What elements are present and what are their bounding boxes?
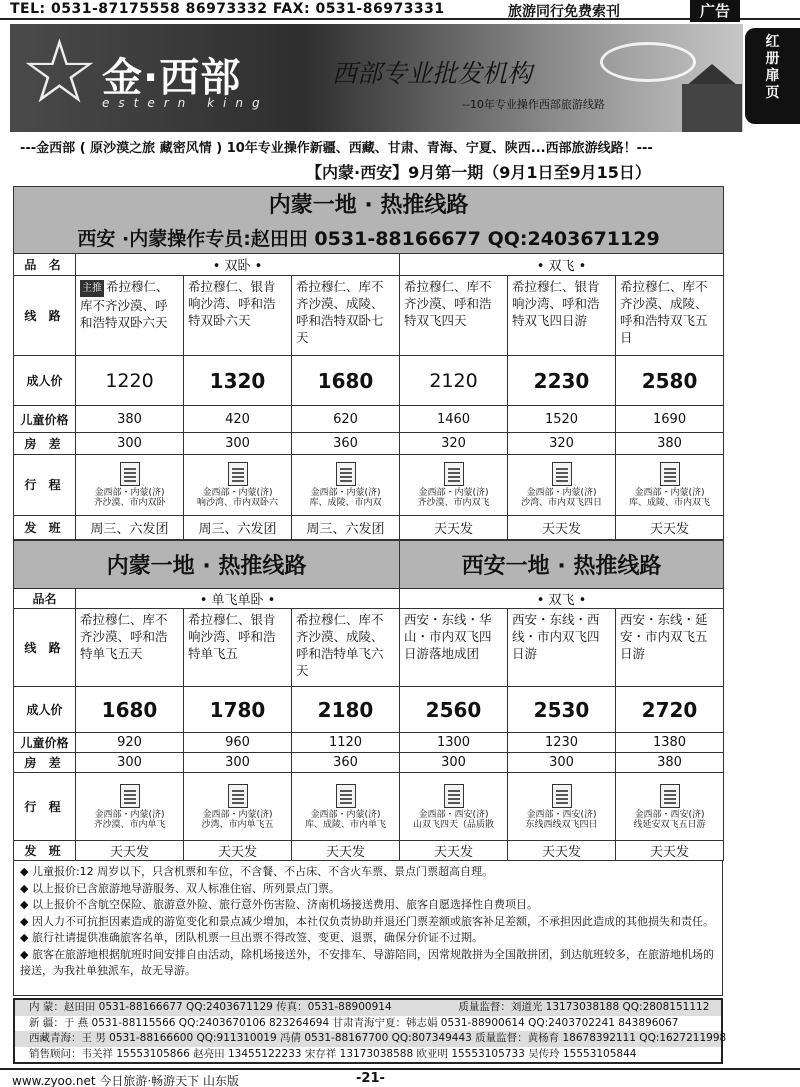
- document-icon[interactable]: [444, 462, 464, 486]
- itinerary-line: 金西部・内蒙(济): [94, 487, 165, 498]
- depart-cell: 天天发: [508, 515, 616, 539]
- itinerary-line: 金西部・内蒙(济): [202, 809, 273, 820]
- itinerary-line: 金西部・内蒙(济): [526, 487, 597, 498]
- row-label-name: 品 名: [14, 254, 76, 276]
- room-diff: 320: [508, 432, 616, 454]
- itinerary-line: 线延安双飞五日游: [633, 819, 706, 830]
- note-item: ◆ 以上报价已含旅游地导游服务、双人标准住宿、所列景点门票。: [20, 881, 716, 898]
- note-item: ◆ 以上报价不含航空保险、旅游意外险、旅行意外伤害险、济南机场接送费用、旅客自愿选择性自费项目。: [20, 897, 716, 914]
- itinerary-line: 东线西线双飞四日: [525, 819, 598, 830]
- itinerary-line: 库、成陵、市内单飞: [304, 819, 386, 830]
- itinerary-cell[interactable]: [184, 454, 292, 515]
- contact-text: 质量监督：刘道光 13173038188 QQ:2808151112: [458, 1001, 710, 1013]
- room-diff: 380: [616, 432, 724, 454]
- depart-cell: 天天发: [400, 515, 508, 539]
- brand-logo-sub: estern king: [102, 96, 269, 110]
- page-number: -21-: [356, 1071, 385, 1086]
- child-price: 1460: [400, 406, 508, 432]
- child-price: 1520: [508, 406, 616, 432]
- document-icon[interactable]: [336, 462, 356, 486]
- note-item: ◆ 因人力不可抗拒因素造成的游览变化和景点减少增加，本社仅负责协助并退还门票差额或旅客补足差额，不承担因此造成的其他损失和责任。: [20, 914, 716, 931]
- room-diff: 300: [184, 432, 292, 454]
- row-label-room: 房 差: [14, 753, 76, 773]
- magazine-text: 旅游同行免费索刊: [508, 4, 620, 20]
- itinerary-line: 齐沙漠、市内单飞: [93, 819, 166, 830]
- itinerary-line: 沙湾、市内单飞五: [201, 819, 274, 830]
- itinerary-line: 齐沙漠、市内双卧: [93, 497, 166, 508]
- intro-line: ---金西部 ( 原沙漠之旅 藏密风情 ) 10年专业操作新疆、西藏、甘肃、青海、宁夏、陕西...西部旅游线路！---: [20, 141, 653, 156]
- group-header: • 双飞 •: [400, 254, 724, 276]
- row-label-itinerary: 行 程: [14, 773, 76, 841]
- room-diff: 300: [76, 753, 184, 773]
- document-icon[interactable]: [120, 784, 140, 808]
- route-cell: 希拉穆仁、银肯响沙湾、呼和浩特单飞五: [184, 609, 292, 687]
- room-diff: 300: [400, 753, 508, 773]
- adult-price: 2720: [616, 687, 724, 733]
- route-cell: 希拉穆仁、库不齐沙漠、成陵、呼和浩特双飞五日: [616, 276, 724, 356]
- itinerary-line: 齐沙漠、市内双飞: [417, 497, 490, 508]
- contact-text: 西藏青海：王 男 0531-88166600 QQ:911310019 冯倩 0531-88167700 QQ:807349443 质量监督：黄杨育 18678392111 QQ:1627211998: [29, 1032, 727, 1044]
- itinerary-cell[interactable]: [508, 454, 616, 515]
- child-price: 420: [184, 406, 292, 432]
- child-price: 380: [76, 406, 184, 432]
- child-price: 1690: [616, 406, 724, 432]
- contact-row: [15, 1016, 721, 1032]
- itinerary-cell[interactable]: [616, 773, 724, 841]
- document-icon[interactable]: [660, 784, 680, 808]
- ad-badge: 广告: [690, 0, 740, 22]
- route-cell: [76, 276, 184, 356]
- room-diff: 360: [292, 753, 400, 773]
- itinerary-line: 金西部・内蒙(济): [418, 487, 489, 498]
- section-title-xian: 西安一地 · 热推线路: [400, 541, 724, 589]
- route-text: 希拉穆仁、库不齐沙漠、呼和浩特双卧六天: [80, 279, 169, 331]
- document-icon[interactable]: [120, 462, 140, 486]
- tel-fax-text: TEL: 0531-87175558 86973332 FAX: 0531-86973331: [10, 1, 445, 17]
- depart-cell: 天天发: [616, 841, 724, 861]
- row-label-route: 线 路: [14, 276, 76, 356]
- child-price: 1230: [508, 733, 616, 753]
- group-header: • 单飞单卧 •: [76, 589, 400, 609]
- footer-site[interactable]: www.zyoo.net 今日旅游·畅游天下 山东版: [12, 1074, 239, 1087]
- itinerary-line: 沙湾、市内双飞四日: [520, 497, 602, 508]
- page-footer: [0, 1068, 800, 1087]
- room-diff: 300: [76, 432, 184, 454]
- note-item: ◆ 旅客在旅游地根据航班时间安排自由活动，除机场接送外，不安排车、导游陪同，因常规散拼为全国散拼团，到达航班较多，在旅游地机场的接送，为我社单独派车，故无导游。: [20, 947, 716, 980]
- adult-price: 2230: [508, 356, 616, 406]
- room-diff: 380: [616, 753, 724, 773]
- adult-price: 1320: [184, 356, 292, 406]
- row-label-depart: 发 班: [14, 841, 76, 861]
- child-price: 1380: [616, 733, 724, 753]
- room-diff: 300: [508, 753, 616, 773]
- itinerary-cell[interactable]: [184, 773, 292, 841]
- route-cell: 希拉穆仁、库不齐沙漠、成陵、呼和浩特单飞六天: [292, 609, 400, 687]
- contact-text: 销售顾问：韦关祥 15553105866 赵亮田 13455122233 宋存祥 13173038588 欧亚明 15553105733 吴传玲 15553105844: [29, 1047, 637, 1060]
- itinerary-line: 库、成陵、市内双: [309, 497, 382, 508]
- mongolia-xian-table: [13, 540, 724, 861]
- room-diff: 300: [184, 753, 292, 773]
- itinerary-line: 库、成陵、市内双飞: [629, 497, 711, 508]
- depart-cell: 周三、六发团: [292, 515, 400, 539]
- adult-price: 1220: [76, 356, 184, 406]
- itinerary-cell[interactable]: [400, 454, 508, 515]
- adult-price: 2580: [616, 356, 724, 406]
- child-price: 1120: [292, 733, 400, 753]
- itinerary-cell[interactable]: [76, 454, 184, 515]
- contact-text: 新 疆：于 燕 0531-88115566 QQ:2403670106 823264694 甘肃青海宁夏：韩志娟 0531-88900614 QQ:2403702241 843896067: [29, 1016, 679, 1029]
- side-tab-char: 扉: [765, 68, 780, 84]
- adult-price: 2120: [400, 356, 508, 406]
- contact-row: [15, 1000, 721, 1016]
- side-tab-char: 册: [765, 51, 780, 67]
- notes-box: [13, 860, 723, 996]
- row-label-room: 房 差: [14, 432, 76, 454]
- route-cell: 希拉穆仁、银肯响沙湾、呼和浩特双卧六天: [184, 276, 292, 356]
- row-label-name: 品名: [14, 589, 76, 609]
- row-label-adult: 成人价: [14, 356, 76, 406]
- brand-banner: [10, 24, 743, 132]
- group-header: • 双卧 •: [76, 254, 400, 276]
- itinerary-line: 响沙湾、市内双卧六: [196, 497, 278, 508]
- tower-roof-icon: [686, 64, 738, 86]
- side-tab-char: 页: [765, 85, 780, 101]
- depart-cell: 周三、六发团: [76, 515, 184, 539]
- row-label-route: 线 路: [14, 609, 76, 687]
- route-cell: 希拉穆仁、库不齐沙漠、呼和浩特单飞五天: [76, 609, 184, 687]
- itinerary-cell[interactable]: [76, 773, 184, 841]
- star-logo-icon: ☆: [20, 24, 99, 123]
- contacts-box: [13, 998, 727, 1064]
- note-item: ◆ 旅行社请提供准确旅客名单，团队机票一旦出票不得改签、变更、退票，确保分价证不过期。: [20, 930, 716, 947]
- itinerary-cell[interactable]: [400, 773, 508, 841]
- depart-cell: 天天发: [616, 515, 724, 539]
- child-price: 960: [184, 733, 292, 753]
- document-icon[interactable]: [336, 784, 356, 808]
- row-label-itinerary: 行 程: [14, 454, 76, 515]
- itinerary-line: 金西部・西安(济): [418, 809, 489, 820]
- group-header: • 双飞 •: [400, 589, 724, 609]
- side-tab-char: 红: [765, 34, 780, 50]
- itinerary-line: 金西部・内蒙(济): [94, 809, 165, 820]
- itinerary-cell[interactable]: [508, 773, 616, 841]
- section-title-mongolia: 内蒙一地 · 热推线路: [14, 541, 400, 589]
- adult-price: 2180: [292, 687, 400, 733]
- route-cell: 希拉穆仁、库不齐沙漠、呼和浩特双飞四天: [400, 276, 508, 356]
- document-icon[interactable]: [228, 462, 248, 486]
- operator-contact: 西安 ·内蒙操作专员:赵田田 0531-88166677 QQ:2403671129: [14, 221, 724, 254]
- brand-years: --10年专业操作西部旅游线路: [462, 98, 605, 111]
- adult-price: 1780: [184, 687, 292, 733]
- route-cell: 西安・东线・西线・市内双飞四日游: [508, 609, 616, 687]
- inner-mongolia-table: [13, 186, 724, 540]
- document-icon[interactable]: [552, 462, 572, 486]
- side-tab: [745, 28, 800, 124]
- adult-price: 1680: [292, 356, 400, 406]
- depart-cell: 周三、六发团: [184, 515, 292, 539]
- itinerary-line: 金西部・内蒙(济): [202, 487, 273, 498]
- section-title: 内蒙一地 · 热推线路: [14, 187, 724, 221]
- brand-logo: 金·西部: [102, 55, 242, 101]
- cloud-icon: [600, 42, 696, 82]
- row-label-child: 儿童价格: [14, 733, 76, 753]
- row-label-depart: 发 班: [14, 515, 76, 539]
- room-diff: 360: [292, 432, 400, 454]
- tower-icon: [682, 84, 742, 132]
- main-push-tag: 主推: [80, 280, 104, 297]
- itinerary-cell[interactable]: [292, 773, 400, 841]
- contact-row: [15, 1047, 721, 1063]
- itinerary-cell[interactable]: [292, 454, 400, 515]
- itinerary-line: 金西部・内蒙(济): [310, 809, 381, 820]
- depart-cell: 天天发: [292, 841, 400, 861]
- adult-price: 2560: [400, 687, 508, 733]
- adult-price: 2530: [508, 687, 616, 733]
- room-diff: 320: [400, 432, 508, 454]
- note-item: ◆ 儿童报价:12 周岁以下，只含机票和车位，不含餐、不占床、不含火车票、景点门票超高自理。: [20, 864, 716, 881]
- itinerary-line: 山双飞四天（品质散: [412, 819, 494, 830]
- document-icon[interactable]: [228, 784, 248, 808]
- itinerary-line: 金西部・内蒙(济): [310, 487, 381, 498]
- depart-cell: 天天发: [400, 841, 508, 861]
- depart-cell: 天天发: [184, 841, 292, 861]
- brand-slogan: 西部专业批发机构: [332, 59, 533, 88]
- child-price: 920: [76, 733, 184, 753]
- route-cell: 希拉穆仁、库不齐沙漠、成陵、呼和浩特双卧七天: [292, 276, 400, 356]
- contact-row: [15, 1031, 727, 1047]
- document-icon[interactable]: [552, 784, 572, 808]
- child-price: 620: [292, 406, 400, 432]
- document-icon[interactable]: [444, 784, 464, 808]
- child-price: 1300: [400, 733, 508, 753]
- route-cell: 西安・东线・华山・市内双飞四日游落地成团: [400, 609, 508, 687]
- row-label-child: 儿童价格: [14, 406, 76, 432]
- itinerary-line: 金西部・西安(济): [634, 809, 705, 820]
- document-icon[interactable]: [660, 462, 680, 486]
- adult-price: 1680: [76, 687, 184, 733]
- itinerary-line: 金西部・西安(济): [526, 809, 597, 820]
- itinerary-cell[interactable]: [616, 454, 724, 515]
- itinerary-line: 金西部・内蒙(济): [634, 487, 705, 498]
- depart-cell: 天天发: [76, 841, 184, 861]
- depart-cell: 天天发: [508, 841, 616, 861]
- period-title: 【内蒙·西安】9月第一期（9月1日至9月15日）: [306, 163, 651, 182]
- route-cell: 希拉穆仁、银肯响沙湾、呼和浩特双飞四日游: [508, 276, 616, 356]
- row-label-adult: 成人价: [14, 687, 76, 733]
- route-cell: 西安・东线・延安・市内双飞五日游: [616, 609, 724, 687]
- top-contact-bar: [0, 0, 800, 20]
- contact-text: 内 蒙：赵田田 0531-88166677 QQ:2403671129 传真：0531-88900914: [29, 1001, 392, 1013]
